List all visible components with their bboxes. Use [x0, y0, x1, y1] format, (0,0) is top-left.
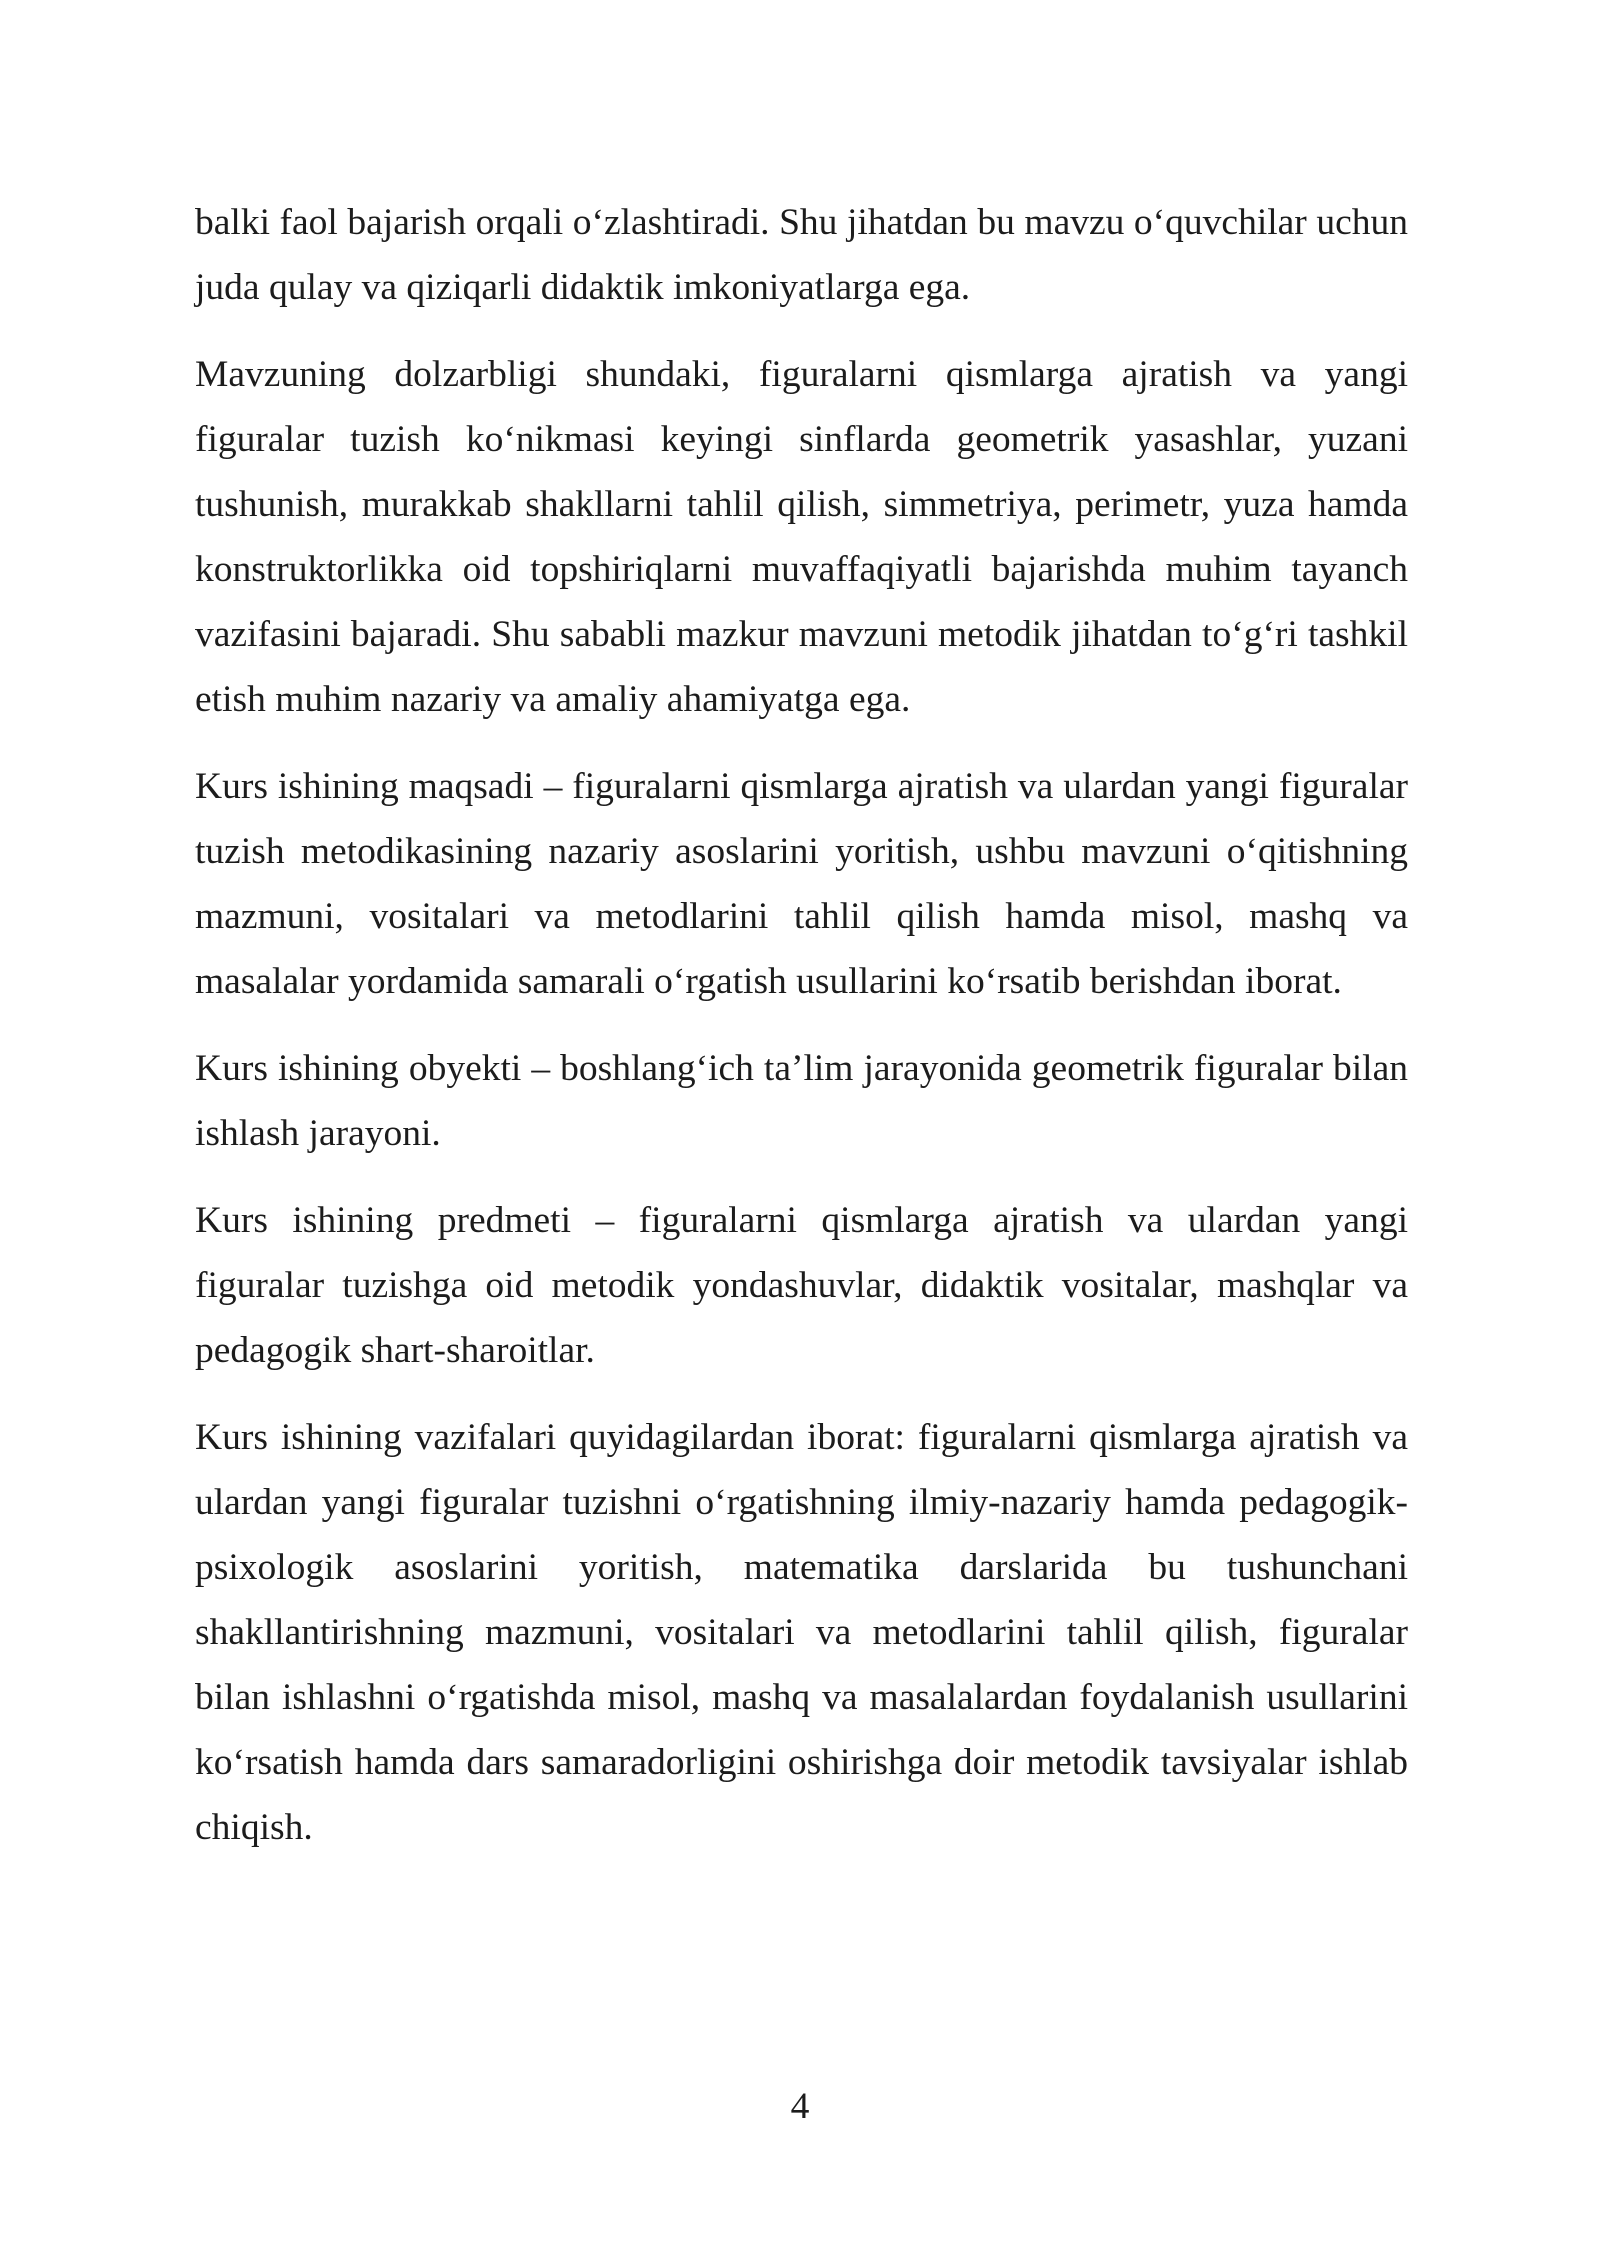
paragraph-object: Kurs ishining obyekti – boshlang‘ich ta’lim jarayonida geometrik figuralar bilan ishlash jarayoni. [195, 1048, 1408, 1154]
page-number: 4 [790, 2086, 810, 2127]
paragraph-subject: Kurs ishining predmeti – figuralarni qismlarga ajratish va ulardan yangi figuralar tuzishga oid metodik yondashuvlar, didaktik vositalar, mashqlar va pedagogik shart-sharoitlar. [195, 1200, 1408, 1371]
paragraph-tasks: Kurs ishining vazifalari quyidagilardan iborat: figuralarni qismlarga ajratish va ulardan yangi figuralar tuzishni o‘rgatishning ilmiy-nazariy hamda pedagogik-psixologik asoslarini yoritish, matematika darslarida bu tushunchani shakllantirishning mazmuni, vositalari va metodlarini tahlil qilish, figuralar bilan ishlashni o‘rgatishda misol, mashq va masalalardan foydalanish usullarini ko‘rsatish hamda dars samaradorligini oshirishga doir metodik tavsiyalar ishlab chiqish. [195, 1417, 1408, 1848]
paragraph-aim: Kurs ishining maqsadi – figuralarni qismlarga ajratish va ulardan yangi figuralar tuzish metodikasining nazariy asoslarini yoritish, ushbu mavzuni o‘qitishning mazmuni, vositalari va metodlarini tahlil qilish hamda misol, mashq va masalalar yordamida samarali o‘rgatish usullarini ko‘rsatib berishdan iborat. [195, 766, 1408, 1002]
body-text [195, 190, 1408, 1882]
paragraph-relevance: Mavzuning dolzarbligi shundaki, figuralarni qismlarga ajratish va yangi figuralar tuzish ko‘nikmasi keyingi sinflarda geometrik yasashlar, yuzani tushunish, murakkab shakllarni tahlil qilish, simmetriya, perimetr, yuza hamda konstruktorlikka oid topshiriqlarni muvaffaqiyatli bajarishda muhim tayanch vazifasini bajaradi. Shu sababli mazkur mavzuni metodik jihatdan to‘g‘ri tashkil etish muhim nazariy va amaliy ahamiyatga ega. [195, 354, 1408, 720]
paragraph-intro-continuation: balki faol bajarish orqali o‘zlashtiradi. Shu jihatdan bu mavzu o‘quvchilar uchun juda qulay va qiziqarli didaktik imkoniyatlarga ega. [195, 202, 1408, 308]
